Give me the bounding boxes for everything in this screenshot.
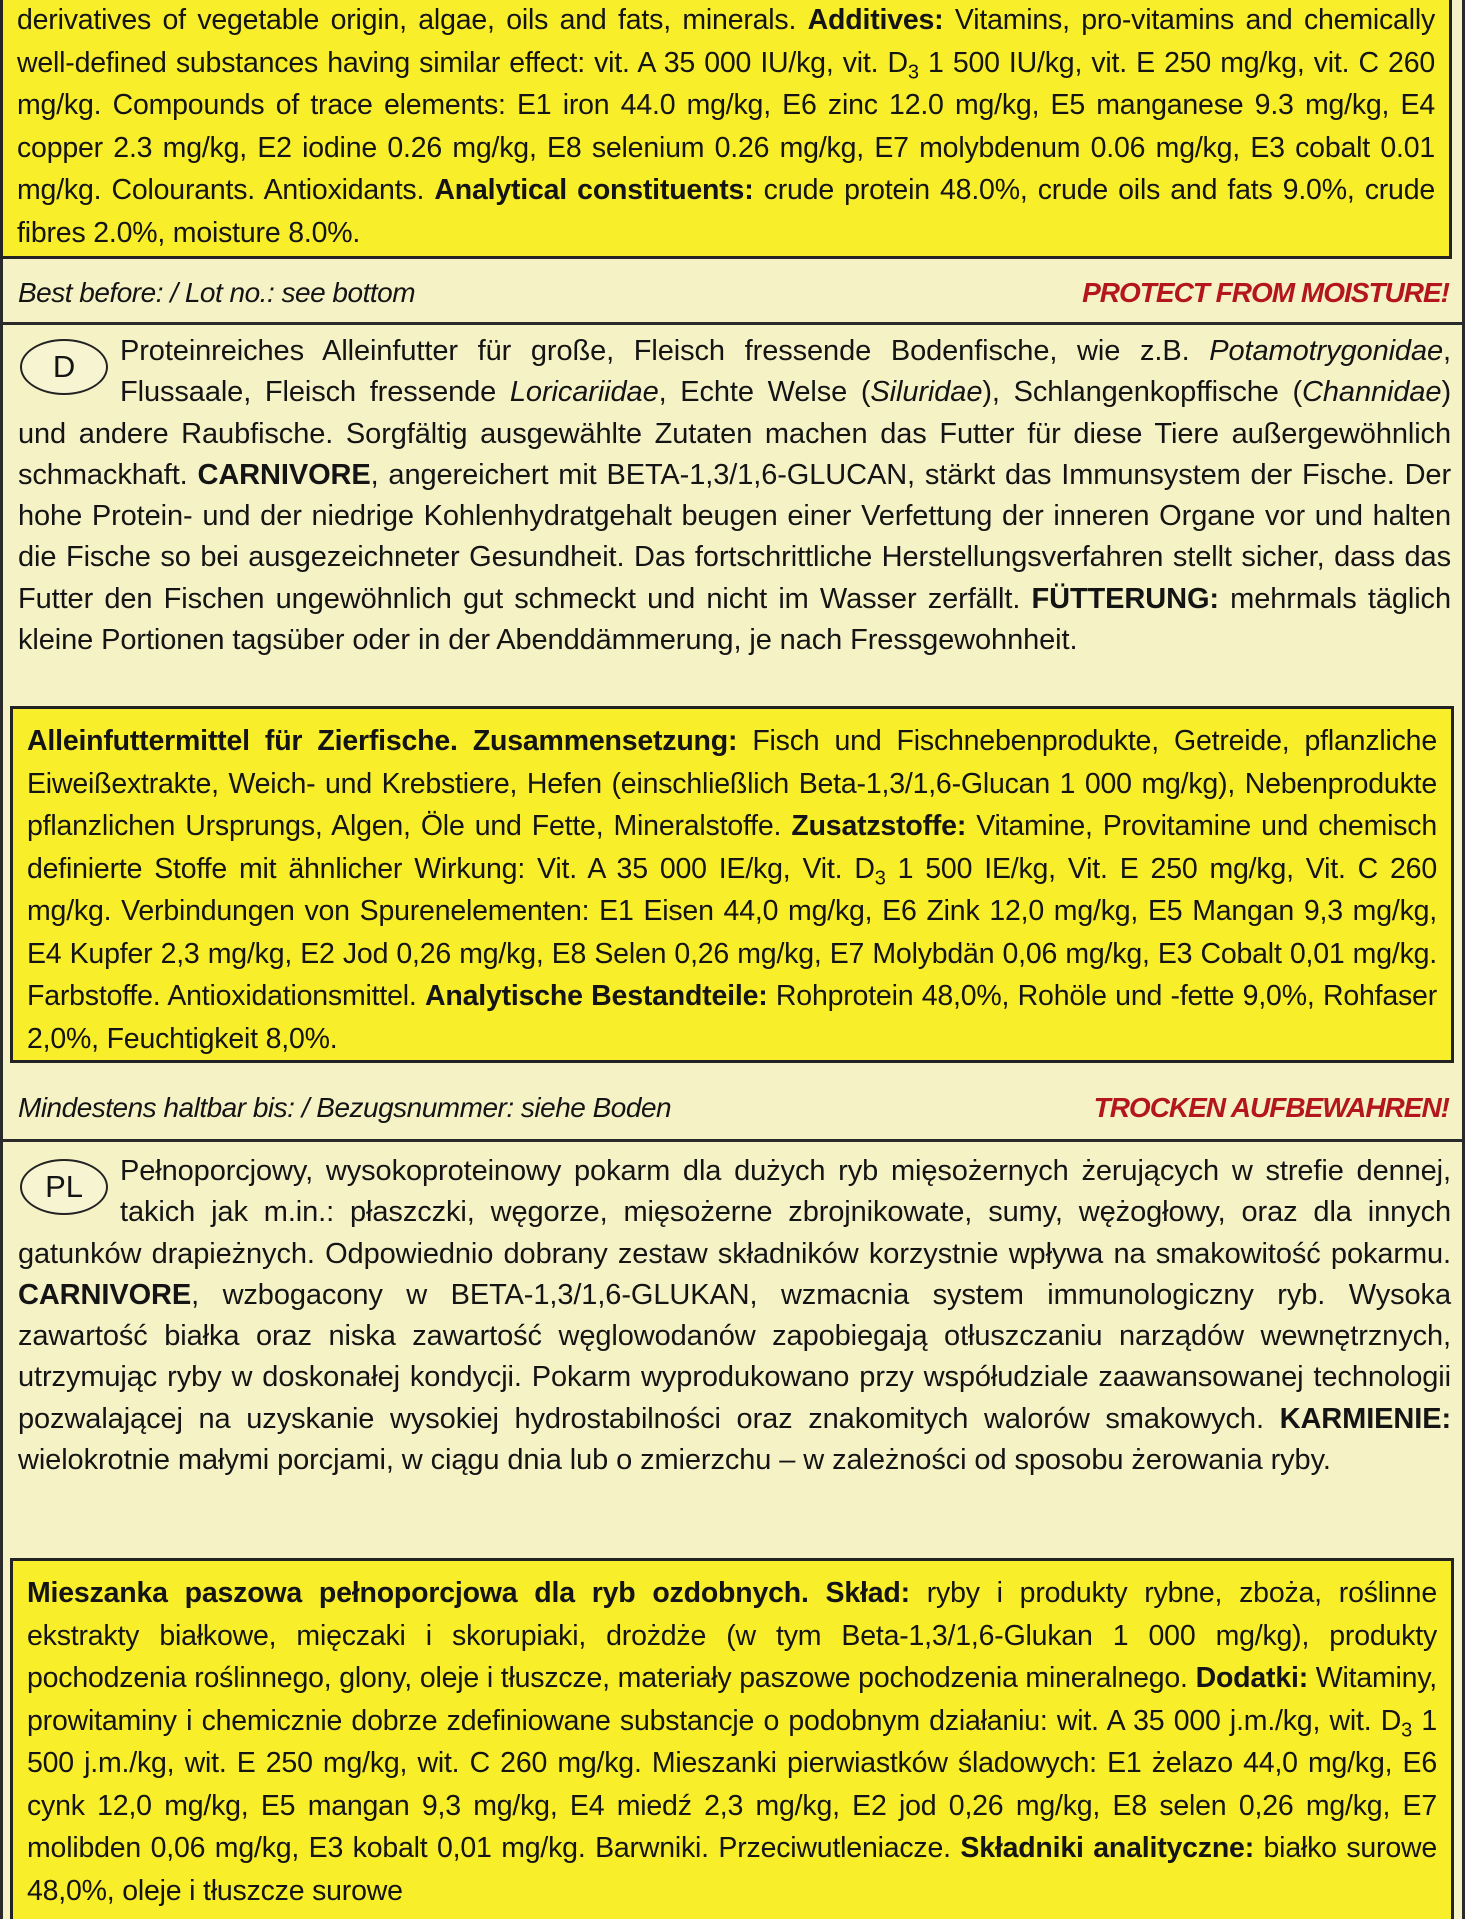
en-box-text-3: crude protein 48.0%, crude oils and fats 9.0%, crude fibres 2.0%, moisture 8.0%.: [17, 174, 1436, 249]
de-text-5: ) und andere Raubfische. Sorgfältig ausgewählte Zutaten machen das Futter für diese Tiere außergewöhnlich schmackhaft.: [18, 376, 1451, 491]
pl-box-text-2: Witaminy, prowitaminy i chemicznie dobrze zdefiniowane substancje o podobnym działaniu: wit. A 35 000 j.m./kg, wit. D: [27, 1662, 1437, 1737]
divider-en-de: [0, 322, 1465, 325]
de-text-1: Proteinreiches Alleinfutter für große, Fleisch fressende Bodenfische, wie z.B.: [120, 335, 1210, 367]
pl-analytical-label: Składniki analityczne:: [960, 1832, 1254, 1864]
de-moisture-warning: TROCKEN AUFBEWAHREN!: [1093, 1092, 1449, 1123]
pl-language-badge: PL: [20, 1159, 108, 1215]
de-box-text-4: Rohprotein 48,0%, Rohöle und -fette 9,0%, Rohfaser 2,0%, Feuchtigkeit 8,0%.: [27, 980, 1437, 1055]
left-border: [0, 0, 3, 1919]
pl-box-text-1: ryby i produkty rybne, zboża, roślinne ekstrakty białkowe, mięczaki i skorupiaki, drożdże (w tym Beta-1,3/1,6-Glukan 1 000 mg/kg), produkty pochodzenia roślinnego, glony, oleje i tłuszcze, materiały paszowe pochodzenia mineralnego.: [27, 1577, 1437, 1694]
pl-text-1: Pełnoporcjowy, wysokoproteinowy pokarm dla dużych ryb mięsożernych żerujących w strefie dennej, takich jak m.in.: płaszczki, węgorze, mięsożerne zbrojnikowate, sumy, wężogłowy, oraz dla innych gatunków drapieżnych. Odpowiednio dobrany zestaw składników korzystnie wpływa na smakowitość pokarmu.: [18, 1155, 1451, 1270]
de-carnivore: CARNIVORE: [197, 458, 371, 491]
en-best-before: Best before: / Lot no.: see bottom: [18, 277, 416, 308]
de-text-4: ), Schlangenkopffische (: [982, 376, 1303, 409]
en-d3-subscript: 3: [907, 61, 919, 84]
pl-box-text-4: białko surowe 48,0%, oleje i tłuszcze surowe: [27, 1832, 1438, 1907]
de-additives-label: Zusatzstoffe:: [791, 810, 967, 842]
en-additives-label: Additives:: [807, 4, 944, 36]
pl-carnivore: CARNIVORE: [18, 1278, 192, 1311]
de-d3-subscript: 3: [874, 867, 886, 890]
pl-description: [18, 1151, 1451, 1481]
en-analytical-label: Analytical constituents:: [434, 174, 754, 206]
de-box-text-3: 1 500 IE/kg, Vit. E 250 mg/kg, Vit. C 260 mg/kg. Verbindungen von Spurenelementen: E1 Eisen 44,0 mg/kg, E6 Zink 12,0 mg/kg, E5 Mangan 9,3 mg/kg, E4 Kupfer 2,3 mg/kg, E2 Jod 0,26 mg/kg, E8 Selen 0,26 mg/kg, E7 Molybdän 0,06 mg/kg, E3 Cobalt 0,01 mg/kg. Farbstoffe. Antioxidationsmittel.: [27, 852, 1437, 1012]
pl-text-3: wielokrotnie małymi porcjami, w ciągu dnia lub o zmierzchu – w zależności od sposobu żerowania ryby.: [18, 1444, 1331, 1477]
pl-box-heading: Mieszanka paszowa pełnoporcjowa dla ryb ozdobnych. Skład:: [27, 1577, 910, 1609]
en-box-text-2: 1 500 IU/kg, vit. E 250 mg/kg, vit. C 260 mg/kg. Compounds of trace elements: E1 iron 44.0 mg/kg, E6 zinc 12.0 mg/kg, E5 manganese 9.3 mg/kg, E4 copper 2.3 mg/kg, E2 iodine 0.26 mg/kg, E8 selenium 0.26 mg/kg, E7 molybdenum 0.06 mg/kg, E3 cobalt 0.01 mg/kg. Colourants. Antioxidants.: [17, 46, 1435, 206]
de-box-heading: Alleinfuttermittel für Zierfische. Zusammensetzung:: [27, 725, 738, 757]
de-best-before: Mindestens haltbar bis: / Bezugsnummer: siehe Boden: [18, 1092, 672, 1123]
en-box-text-1: derivatives of vegetable origin, algae, oils and fats, minerals.: [17, 4, 797, 36]
de-analytical-label: Analytische Bestandteile:: [424, 980, 768, 1012]
en-footer: [18, 272, 1449, 314]
de-composition-box: [10, 706, 1454, 1063]
de-feeding-label: FÜTTERUNG:: [1031, 582, 1219, 615]
de-species-1: Potamotrygonidae: [1209, 335, 1444, 367]
pl-additives-label: Dodatki:: [1195, 1662, 1308, 1694]
pl-feeding-label: KARMIENIE:: [1279, 1402, 1451, 1435]
de-footer: [18, 1087, 1449, 1129]
de-language-badge: D: [20, 339, 108, 395]
de-description: [18, 331, 1451, 661]
divider-de-pl: [0, 1139, 1465, 1142]
de-text-3: , Echte Welse (: [658, 376, 871, 409]
pl-d3-subscript: 3: [1401, 1719, 1413, 1742]
en-moisture-warning: PROTECT FROM MOISTURE!: [1082, 277, 1449, 308]
en-composition-box: [0, 0, 1452, 259]
de-box-text-2: Vitamine, Provitamine und chemisch definierte Stoffe mit ähnlicher Wirkung: Vit. A 35 000 IE/kg, Vit. D: [27, 810, 1438, 885]
de-text-7: mehrmals täglich kleine Portionen tagsüber oder in der Abenddämmerung, je nach Fressgewohnheit.: [18, 582, 1451, 657]
de-species-4: Channidae: [1302, 376, 1442, 409]
en-box-text-1b: Vitamins, pro-vitamins and chemically well-defined substances having similar effect: vit. A 35 000 IU/kg, vit. D: [17, 4, 1436, 79]
de-species-2: Loricariidae: [509, 376, 659, 409]
pl-text-2: , wzbogacony w BETA-1,3/1,6-GLUKAN, wzmacnia system immunologiczny ryb. Wysoka zawartość białka oraz niska zawartość węglowodanów zapobiegają otłuszczaniu narządów wewnętrznych, utrzymując ryby w doskonałej kondycji. Pokarm wyprodukowano przy współudziale zaawansowanej technologii pozwalającej na uzyskanie wysokiej hydrostabilności oraz znakomitych walorów smakowych.: [18, 1278, 1451, 1435]
de-box-text-1: Fisch und Fischnebenprodukte, Getreide, pflanzliche Eiweißextrakte, Weich- und Krebstiere, Hefen (einschließlich Beta-1,3/1,6-Glucan 1 000 mg/kg), Nebenprodukte pflanzlichen Ursprungs, Algen, Öle und Fette, Mineralstoffe.: [27, 725, 1437, 842]
de-text-6: , angereichert mit BETA-1,3/1,6-GLUCAN, stärkt das Immunsystem der Fische. Der hohe Protein- und der niedrige Kohlenhydratgehalt beugen einer Verfettung der inneren Organe vor und halten die Fische so bei ausgezeichneter Gesundheit. Das fortschrittliche Herstellungsverfahren stellt sicher, dass das Futter den Fischen ungewöhnlich gut schmeckt und nicht im Wasser zerfällt.: [18, 458, 1452, 615]
de-species-3: Siluridae: [870, 376, 983, 409]
pl-box-text-3: 1 500 j.m./kg, wit. E 250 mg/kg, wit. C 260 mg/kg. Mieszanki pierwiastków śladowych: E1 żelazo 44,0 mg/kg, E6 cynk 12,0 mg/kg, E5 mangan 9,3 mg/kg, E4 miedź 2,3 mg/kg, E2 jod 0,26 mg/kg, E8 selen 0,26 mg/kg, E7 molibden 0,06 mg/kg, E3 kobalt 0,01 mg/kg. Barwniki. Przeciwutleniacze.: [27, 1704, 1437, 1864]
de-text-2: , Flussaale, Fleisch fressende: [120, 335, 1451, 409]
pl-composition-box: [10, 1558, 1454, 1919]
